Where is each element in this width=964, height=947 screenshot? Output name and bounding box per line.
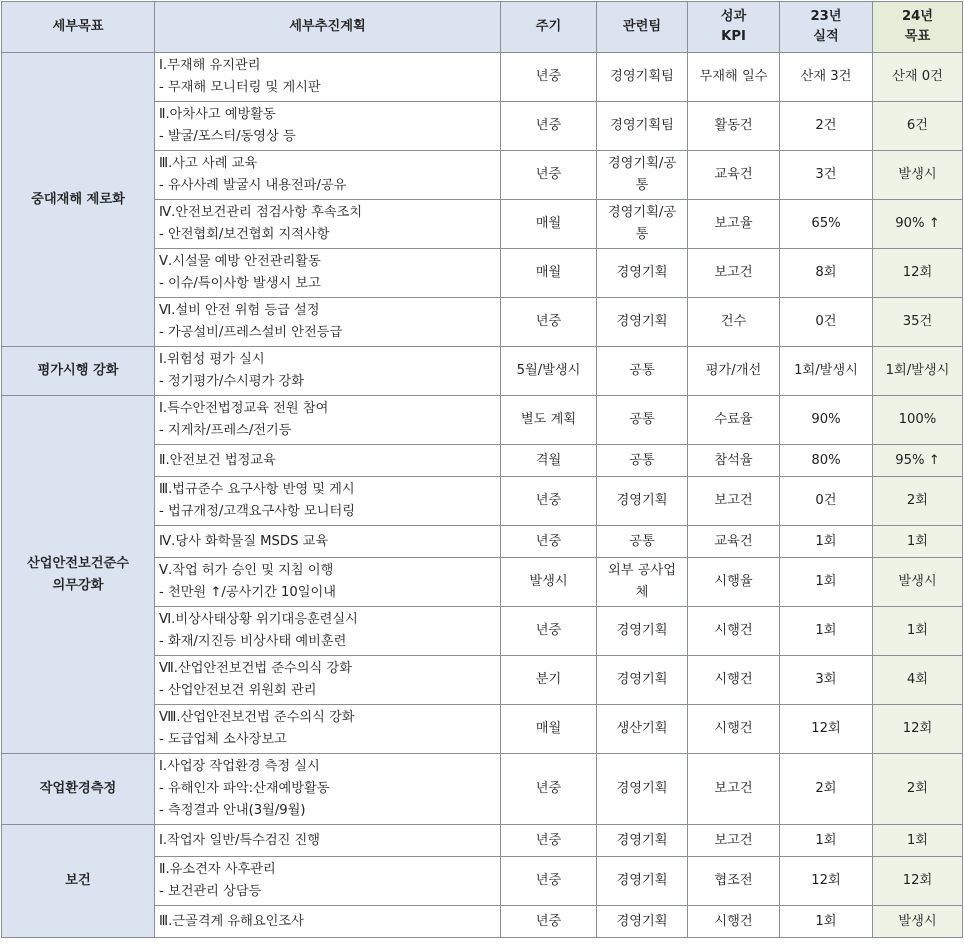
period-cell: 년중 [501, 607, 597, 656]
header-target-line-1: 24년 [901, 9, 934, 24]
plan-line: - 법규개정/고객요구사항 모니터링 [159, 504, 355, 519]
kpi-cell: 시행건 [688, 705, 780, 754]
plan-line: Ⅴ.작업 허가 승인 및 지침 이행 [159, 563, 334, 578]
header-actual-line-1: 23년 [810, 9, 842, 24]
plan-line: - 유해인자 파악:산재예방활동 [159, 781, 330, 796]
target-cell: 12회 [873, 249, 963, 298]
team-cell: 공통 [597, 396, 688, 445]
team-cell: 경영기획/공통 [597, 200, 688, 249]
goal-text: 보건 [65, 873, 91, 888]
target-cell: 35건 [873, 298, 963, 347]
team-cell: 경영기획 [597, 857, 688, 906]
goal-cell [2, 754, 155, 825]
target-cell: 1회/발생시 [873, 347, 963, 396]
plan-line: - 정기평가/수시평가 강화 [159, 374, 304, 389]
header-target [873, 2, 963, 53]
actual-cell: 3건 [780, 151, 873, 200]
plan-line: Ⅳ.당사 화학물질 MSDS 교육 [159, 533, 329, 549]
period-cell: 년중 [501, 857, 597, 906]
goal-text: 산업안전보건준수 [27, 555, 129, 571]
plan-line: - 발굴/포스터/동영상 등 [159, 129, 296, 144]
target-cell: 6건 [873, 102, 963, 151]
actual-cell: 12회 [780, 857, 873, 906]
kpi-cell: 교육건 [688, 151, 780, 200]
kpi-cell: 보고건 [688, 477, 780, 526]
plan-line: - 이슈/특이사항 발생시 보고 [159, 276, 321, 291]
plan-line: - 유사사례 발굴시 내용전파/공유 [159, 178, 347, 193]
plan-line: Ⅰ.무재해 유지관리 [159, 58, 261, 73]
kpi-cell: 건수 [688, 298, 780, 347]
plan-cell [155, 754, 501, 825]
kpi-cell: 시행건 [688, 906, 780, 938]
period-cell: 년중 [501, 754, 597, 825]
plan-cell [155, 445, 501, 477]
plan-cell [155, 249, 501, 298]
plan-line: Ⅶ.산업안전보건법 준수의식 강화 [159, 661, 352, 676]
plan-line: Ⅷ.산업안전보건법 준수의식 강화 [159, 710, 355, 725]
header-target-line-2: 목표 [904, 29, 931, 44]
kpi-cell: 시행율 [688, 558, 780, 607]
plan-line: Ⅵ.비상사태상황 위기대응훈련실시 [159, 612, 358, 627]
actual-cell: 1회 [780, 825, 873, 857]
target-cell: 발생시 [873, 906, 963, 938]
actual-cell: 1회 [780, 607, 873, 656]
plan-cell [155, 558, 501, 607]
header-plan: 세부추진계획 [155, 2, 501, 53]
team-cell: 외부 공사업체 [597, 558, 688, 607]
kpi-cell: 협조전 [688, 857, 780, 906]
period-cell: 년중 [501, 477, 597, 526]
kpi-cell: 참석율 [688, 445, 780, 477]
target-cell: 90% ↑ [873, 200, 963, 249]
kpi-cell: 보고율 [688, 200, 780, 249]
plan-cell [155, 656, 501, 705]
goal-cell [2, 347, 155, 396]
header-row [2, 2, 963, 53]
period-cell: 별도 계획 [501, 396, 597, 445]
actual-cell: 90% [780, 396, 873, 445]
period-cell: 년중 [501, 298, 597, 347]
table-row [2, 396, 963, 445]
period-cell: 매월 [501, 705, 597, 754]
team-cell: 경영기획 [597, 607, 688, 656]
team-cell: 경영기획 [597, 656, 688, 705]
goal-text: 의무강화 [52, 577, 104, 593]
header-kpi [688, 2, 780, 53]
actual-cell: 65% [780, 200, 873, 249]
table-row [2, 825, 963, 857]
actual-cell: 2회 [780, 754, 873, 825]
header-team: 관련팀 [597, 2, 688, 53]
plan-line: - 보건관리 상담등 [159, 884, 262, 899]
kpi-cell: 교육건 [688, 526, 780, 558]
team-cell: 공통 [597, 526, 688, 558]
target-cell: 발생시 [873, 558, 963, 607]
target-cell: 95% ↑ [873, 445, 963, 477]
period-cell: 년중 [501, 526, 597, 558]
team-cell: 경영기획/공통 [597, 151, 688, 200]
plan-line: Ⅵ.설비 안전 위험 등급 설정 [159, 303, 320, 318]
actual-cell: 1회 [780, 906, 873, 938]
goal-text: 중대재해 제로화 [31, 191, 125, 207]
plan-line: - 산업안전보건 위원회 관리 [159, 683, 317, 698]
team-cell: 경영기획 [597, 298, 688, 347]
plan-line: Ⅰ.특수안전법정교육 전원 참여 [159, 401, 329, 416]
plan-cell [155, 102, 501, 151]
kpi-cell: 무재해 일수 [688, 53, 780, 102]
plan-cell [155, 347, 501, 396]
kpi-cell: 평가/개선 [688, 347, 780, 396]
actual-cell: 2건 [780, 102, 873, 151]
header-actual-line-2: 실적 [813, 29, 839, 44]
actual-cell: 8회 [780, 249, 873, 298]
target-cell: 발생시 [873, 151, 963, 200]
goal-text: 작업환경측정 [39, 781, 117, 796]
actual-cell: 1회/발생시 [780, 347, 873, 396]
kpi-cell: 보고건 [688, 754, 780, 825]
kpi-cell: 보고건 [688, 249, 780, 298]
kpi-cell: 시행건 [688, 607, 780, 656]
actual-cell: 1회 [780, 558, 873, 607]
table-row [2, 754, 963, 825]
target-cell: 1회 [873, 825, 963, 857]
plan-line: - 도급업체 소사장보고 [159, 732, 287, 747]
actual-cell: 1회 [780, 526, 873, 558]
header-kpi-line-2: KPI [721, 29, 746, 44]
plan-cell [155, 396, 501, 445]
table-row [2, 53, 963, 102]
goal-cell [2, 825, 155, 938]
period-cell: 5월/발생시 [501, 347, 597, 396]
kpi-cell: 활동건 [688, 102, 780, 151]
period-cell: 매월 [501, 249, 597, 298]
plan-cell [155, 857, 501, 906]
plan-line: Ⅰ.위험성 평가 실시 [159, 352, 265, 367]
actual-cell: 산재 3건 [780, 53, 873, 102]
plan-cell [155, 53, 501, 102]
team-cell: 경영기획 [597, 754, 688, 825]
target-cell: 12회 [873, 857, 963, 906]
plan-cell [155, 477, 501, 526]
team-cell: 경영기획 [597, 477, 688, 526]
target-cell: 1회 [873, 607, 963, 656]
plan-line: - 무재해 모니터링 및 게시판 [159, 80, 321, 95]
actual-cell: 0건 [780, 477, 873, 526]
plan-line: Ⅲ.사고 사례 교육 [159, 156, 258, 171]
plan-line: - 측정결과 안내(3월/9월) [159, 803, 306, 818]
actual-cell: 12회 [780, 705, 873, 754]
plan-line: Ⅱ.유소견자 사후관리 [159, 862, 276, 877]
plan-line: - 천만원 ↑/공사기간 10일이내 [159, 585, 336, 600]
plan-cell [155, 607, 501, 656]
actual-cell: 80% [780, 445, 873, 477]
period-cell: 년중 [501, 825, 597, 857]
plan-line: - 지게차/프레스/전기등 [159, 423, 292, 438]
plan-line: Ⅱ.안전보건 법정교육 [159, 452, 276, 468]
plan-line: Ⅴ.시설물 예방 안전관리활동 [159, 254, 321, 269]
target-cell: 2회 [873, 477, 963, 526]
period-cell: 발생시 [501, 558, 597, 607]
period-cell: 분기 [501, 656, 597, 705]
plan-cell [155, 526, 501, 558]
plan-cell [155, 298, 501, 347]
header-period: 주기 [501, 2, 597, 53]
goal-text: 평가시행 강화 [37, 363, 119, 378]
plan-line: Ⅲ.근골격계 유해요인조사 [159, 913, 304, 929]
team-cell: 공통 [597, 347, 688, 396]
kpi-cell: 시행건 [688, 656, 780, 705]
plan-cell [155, 825, 501, 857]
plan-line: Ⅰ.사업장 작업환경 측정 실시 [159, 759, 320, 774]
safety-plan-table [1, 1, 963, 938]
kpi-cell: 보고건 [688, 825, 780, 857]
header-kpi-line-1: 성과 [720, 9, 747, 24]
target-cell: 100% [873, 396, 963, 445]
period-cell: 년중 [501, 53, 597, 102]
plan-line: - 가공설비/프레스설비 안전등급 [159, 325, 343, 340]
period-cell: 년중 [501, 906, 597, 938]
plan-line: Ⅰ.작업자 일반/특수검진 진행 [159, 832, 321, 848]
target-cell: 산재 0건 [873, 53, 963, 102]
target-cell: 12회 [873, 705, 963, 754]
actual-cell: 3회 [780, 656, 873, 705]
table-body [2, 53, 963, 938]
plan-line: - 화재/지진등 비상사태 예비훈련 [159, 634, 347, 649]
goal-cell [2, 53, 155, 347]
period-cell: 년중 [501, 151, 597, 200]
goal-cell [2, 396, 155, 754]
team-cell: 공통 [597, 445, 688, 477]
header-actual [780, 2, 873, 53]
plan-cell [155, 906, 501, 938]
plan-cell [155, 705, 501, 754]
team-cell: 경영기획 [597, 825, 688, 857]
plan-line: - 안전협회/보건협회 지적사항 [159, 227, 330, 242]
target-cell: 2회 [873, 754, 963, 825]
plan-cell [155, 151, 501, 200]
header-goal: 세부목표 [2, 2, 155, 53]
period-cell: 년중 [501, 102, 597, 151]
actual-cell: 0건 [780, 298, 873, 347]
kpi-cell: 수료율 [688, 396, 780, 445]
plan-line: Ⅲ.법규준수 요구사항 반영 및 게시 [159, 482, 355, 497]
period-cell: 매월 [501, 200, 597, 249]
table-row [2, 347, 963, 396]
plan-line: Ⅱ.아차사고 예방활동 [159, 107, 276, 122]
team-cell: 경영기획 [597, 249, 688, 298]
team-cell: 경영기획팀 [597, 102, 688, 151]
team-cell: 경영기획 [597, 906, 688, 938]
plan-cell [155, 200, 501, 249]
team-cell: 경영기획팀 [597, 53, 688, 102]
period-cell: 격월 [501, 445, 597, 477]
team-cell: 생산기획 [597, 705, 688, 754]
target-cell: 4회 [873, 656, 963, 705]
target-cell: 1회 [873, 526, 963, 558]
plan-line: Ⅳ.안전보건관리 점검사항 후속조치 [159, 205, 363, 220]
